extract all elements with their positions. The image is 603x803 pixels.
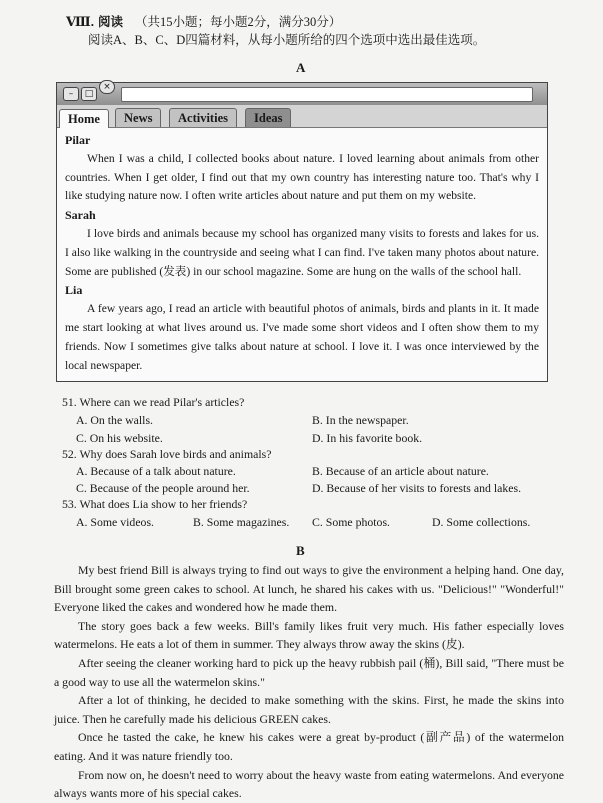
passage-b-label: B xyxy=(296,543,305,558)
question-53-option-c: C. Some photos. xyxy=(312,515,390,529)
window-titlebar xyxy=(57,83,547,106)
entry-text-pilar: When I was a child, I collected books about nature. I loved learning about animals from other countries. When I get older, I find out that my own country has interesting nature too. That's why I like studying nature now. I often write articles about nature and put them on my website. xyxy=(65,151,539,203)
passage-b-paragraph: After seeing the cleaner working hard to pick up the heavy rubbish pail (桶), Bill said, "There must be a good way to use all the watermelon skins." xyxy=(54,655,564,689)
passage-b-body xyxy=(54,561,564,803)
tab-bar xyxy=(57,105,547,128)
tab-ideas: Ideas xyxy=(245,108,291,127)
passage-a-label: A xyxy=(296,60,306,75)
question-53-option-b: B. Some magazines. xyxy=(193,515,290,529)
section-instruction: 阅读A、B、C、D四篇材料，从每小题所给的四个选项中选出最佳选项。 xyxy=(88,33,486,47)
question-51-stem: 51. Where can we read Pilar's articles? xyxy=(62,395,245,409)
passage-b-paragraph: The story goes back a few weeks. Bill's family likes fruit very much. His father especially loves watermelons. He eats a lot of them in summer. They always throw away the skins (皮). xyxy=(54,618,564,652)
question-51-option-d: D. In his favorite book. xyxy=(312,431,423,445)
entry-name-sarah: Sarah xyxy=(65,208,96,223)
tab-activities: Activities xyxy=(169,108,237,127)
question-53-option-a: A. Some videos. xyxy=(76,515,154,529)
entry-text-lia: A few years ago, I read an article with beautiful photos of animals, birds and plants in it. It made me start looking at what lives around us. I've made some short videos and I often show them to my friends. Now I sometimes give talks about nature at school. I love it. I was once interviewed by the local newspaper. xyxy=(65,302,539,372)
section-title: 阅读 xyxy=(97,15,123,29)
address-bar xyxy=(121,87,533,102)
section-number: Ⅷ. xyxy=(66,14,94,29)
question-53-option-d: D. Some collections. xyxy=(432,515,531,529)
question-52-option-a: A. Because of a talk about nature. xyxy=(76,464,236,478)
maximize-icon: □ xyxy=(81,87,97,101)
browser-window xyxy=(56,82,548,382)
section-header xyxy=(66,12,341,30)
entry-text-sarah: I love birds and animals because my school has organized many visits to forests and lakes for us. I also like walking in the countryside and seeing what I can find. I've taken many photos about nature. Some are published (发表) in our school magazine. Some are hung on the walls of the school hall. xyxy=(65,226,539,278)
entry-name-pilar: Pilar xyxy=(65,133,91,147)
passage-b-paragraph: From now on, he doesn't need to worry about the heavy waste from eating watermelons. And everyone always wants more of his special cakes. xyxy=(54,767,564,801)
question-51-option-c: C. On his website. xyxy=(76,431,163,445)
question-52-option-b: B. Because of an article about nature. xyxy=(312,464,489,478)
question-51-option-a: A. On the walls. xyxy=(76,413,153,427)
entry-name-lia: Lia xyxy=(65,283,83,298)
tab-home: Home xyxy=(59,109,109,128)
passage-b-paragraph: My best friend Bill is always trying to find out ways to give the environment a helping hand. One day, Bill brought some green cakes to school. At lunch, he shared his cakes with us. "Delicious!" "Wonderful!" Everyone liked the cakes and wondered how he made them. xyxy=(54,563,564,615)
section-note: （共15小题；每小题2分，满分30分） xyxy=(134,15,342,29)
question-51-option-b: B. In the newspaper. xyxy=(312,413,409,427)
minimize-icon: – xyxy=(63,87,79,101)
tab-news: News xyxy=(115,108,161,127)
close-icon: × xyxy=(99,80,115,94)
question-53-stem: 53. What does Lia show to her friends? xyxy=(62,497,248,511)
question-52-option-d: D. Because of her visits to forests and lakes. xyxy=(312,481,522,495)
passage-b-paragraph: Once he tasted the cake, he knew his cakes were a great by-product (副产品) of the watermelon eating. And it was nature friendly too. xyxy=(54,730,564,763)
question-52-stem: 52. Why does Sarah love birds and animals? xyxy=(62,447,272,461)
passage-b-paragraph: After a lot of thinking, he decided to make something with the skins. First, he made the skins into juice. Then he carefully made his delicious GREEN cakes. xyxy=(54,693,564,726)
question-52-option-c: C. Because of the people around her. xyxy=(76,481,250,495)
window-content xyxy=(65,131,539,375)
